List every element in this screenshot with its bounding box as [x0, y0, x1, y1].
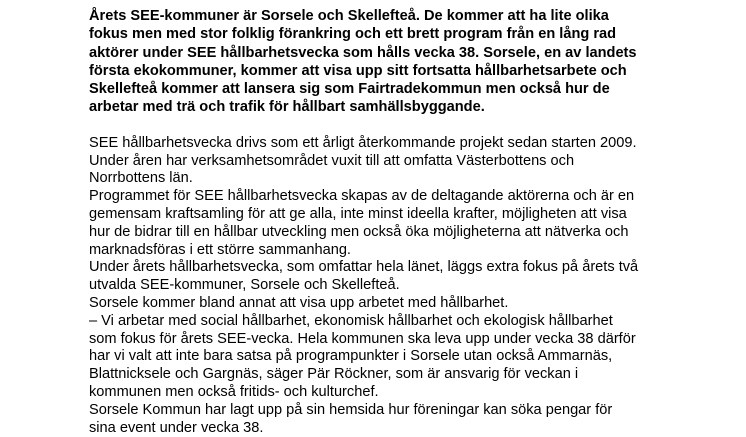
body-paragraph-sorsele-intro: Sorsele kommer bland annat att visa upp arbetet med hållbarhet.: [89, 294, 509, 311]
lead-paragraph: Årets SEE-kommuner är Sorsele och Skellefteå. De kommer att ha lite olika fokus men med stor folklig förankring och ett brett program från en lång rad aktörer under SEE hållbarhetsvecka som hålls vecka 38. Sorsele, en av landets första ekokommuner, kommer att visa upp sitt fortsatta hållbarhetsarbete och Skellefteå kommer att lansera sig som Fairtradekommun men också hur de arbetar med trä och trafik för hållbart samhällsbyggande.: [89, 8, 637, 116]
body-paragraph-funding: Sorsele Kommun har lagt upp på sin hemsida hur föreningar kan söka pengar för sina event under vecka 38.: [89, 401, 613, 436]
document-page: [89, 7, 689, 437]
body-paragraph-program: Programmet för SEE hållbarhetsvecka skapas av de deltagande aktörerna och är en gemensam kraftsamling för att ge alla, inte minst ideella krafter, möjligheten att visa hur de bidrar till en hållbar utveckling men också öka möjligheterna att nätverka och marknadsföras i ett större sammanhang.: [89, 188, 635, 258]
body-paragraph-focus: Under årets hållbarhetsvecka, som omfattar hela länet, läggs extra fokus på årets två utvalda SEE-kommuner, Sorsele och Skellefteå.: [89, 259, 639, 294]
body-paragraph-quote: – Vi arbetar med social hållbarhet, ekonomisk hållbarhet och ekologisk hållbarhet som fokus för årets SEE-vecka. Hela kommunen ska leva upp under vecka 38 därför har vi valt att inte bara satsa på programpunkter i Sorsele utan också Ammarnäs, Blattnicksele och Gargnäs, säger Pär Röckner, som är ansvarig för veckan i kommunen men också fritids- och kulturchef.: [89, 312, 636, 400]
paragraph-spacer: [89, 117, 689, 135]
body-paragraph-history: SEE hållbarhetsvecka drivs som ett årligt återkommande projekt sedan starten 2009. Under åren har verksamhetsområdet vuxit till att omfatta Västerbottens och Norrbottens län.: [89, 134, 637, 187]
